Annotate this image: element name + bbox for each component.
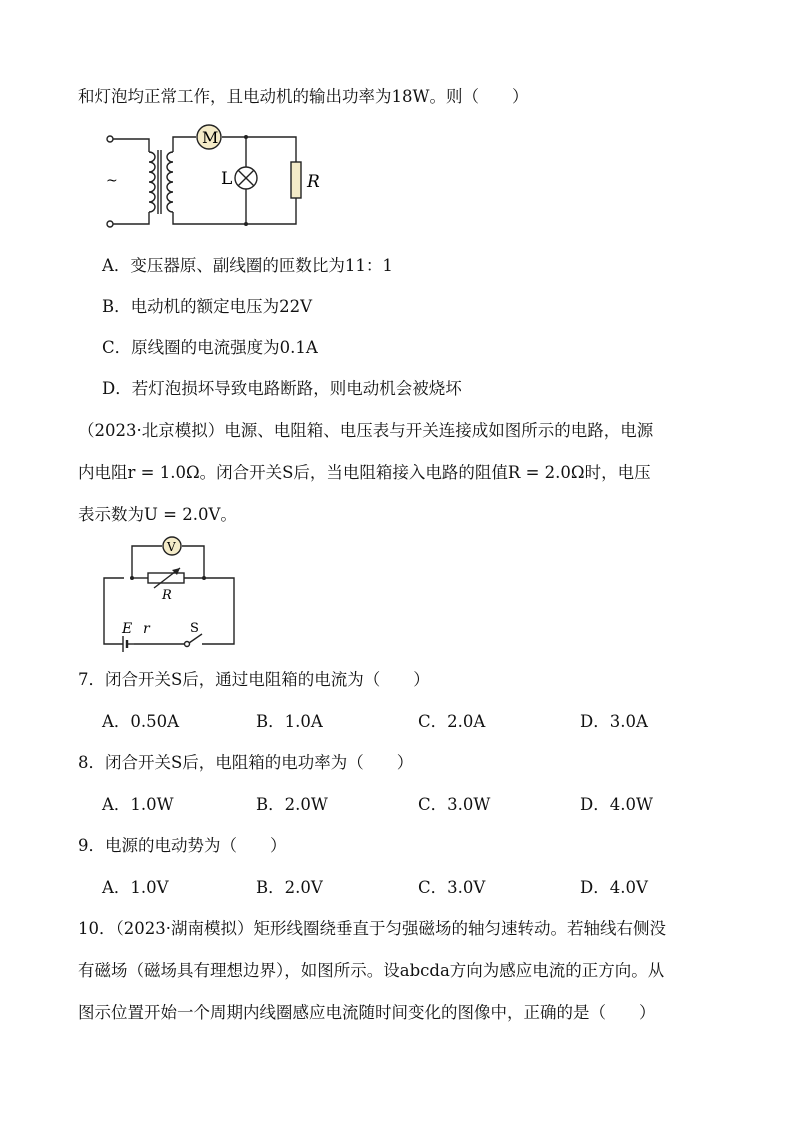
question-8-stem: 8．闭合开关S后，电阻箱的电功率为（ ）	[78, 753, 414, 772]
q8-option-c: C．3.0W	[418, 795, 491, 814]
switch-label: S	[190, 621, 199, 636]
junction-dot	[244, 222, 248, 226]
option-b: B．电动机的额定电压为22V	[102, 297, 313, 316]
question-10-line: 有磁场（磁场具有理想边界），如图所示。设abcda方向为感应电流的正方向。从	[78, 961, 665, 980]
question-text-line: 和灯泡均正常工作，且电动机的输出功率为18W。则（ ）	[78, 87, 529, 106]
secondary-wire-top	[173, 137, 196, 152]
q8-option-d: D．4.0W	[580, 795, 653, 814]
junction-dot	[244, 135, 248, 139]
q9-option-d: D．4.0V	[580, 878, 648, 897]
motor-label: M	[202, 128, 219, 147]
internal-resistance-label: r	[143, 621, 150, 637]
lamp-label: L	[221, 169, 233, 189]
q7-option-c: C．2.0A	[418, 712, 486, 731]
secondary-coil	[167, 152, 173, 212]
primary-lead-bottom	[113, 212, 149, 224]
question-10-line: 10．（2023·湖南模拟）矩形线圈绕垂直于匀强磁场的轴匀速转动。若轴线右侧没	[78, 919, 666, 938]
junction-dot	[130, 576, 134, 580]
passage-line: （2023·北京模拟）电源、电阻箱、电压表与开关连接成如图所示的电路，电源	[78, 421, 654, 440]
q7-option-d: D．3.0A	[580, 712, 648, 731]
q8-option-b: B．2.0W	[256, 795, 328, 814]
q8-option-a: A．1.0W	[102, 795, 174, 814]
resistance-box-circuit-diagram	[98, 533, 242, 653]
resistor-label: R	[162, 588, 172, 603]
resistor-icon	[291, 162, 301, 198]
question-9-stem: 9．电源的电动势为（ ）	[78, 836, 287, 855]
q9-option-c: C．3.0V	[418, 878, 486, 897]
option-c: C．原线圈的电流强度为0.1A	[102, 338, 318, 357]
input-terminal-bottom	[107, 221, 113, 227]
input-terminal-top	[107, 136, 113, 142]
outer-wire	[104, 578, 124, 644]
transformer-circuit-diagram	[96, 120, 336, 235]
q7-option-a: A．0.50A	[102, 712, 180, 731]
resistor-label: R	[307, 172, 320, 192]
voltmeter-label: V	[167, 540, 176, 554]
emf-label: E	[122, 621, 133, 637]
outer-wire	[202, 578, 234, 644]
question-7-stem: 7．闭合开关S后，通过电阻箱的电流为（ ）	[78, 670, 430, 689]
q9-option-b: B．2.0V	[256, 878, 323, 897]
primary-lead-top	[113, 139, 149, 152]
ac-symbol: ~	[106, 173, 118, 189]
top-wire	[222, 137, 296, 162]
q7-option-b: B．1.0A	[256, 712, 323, 731]
option-a: A．变压器原、副线圈的匝数比为11：1	[102, 256, 393, 275]
secondary-wire-bottom	[173, 198, 296, 224]
switch-contact	[185, 642, 190, 647]
passage-line: 表示数为U = 2.0V。	[78, 505, 237, 524]
question-10-line: 图示位置开始一个周期内线圈感应电流随时间变化的图像中，正确的是（ ）	[78, 1003, 656, 1022]
option-d: D．若灯泡损坏导致电路断路，则电动机会被烧坏	[102, 379, 462, 398]
junction-dot	[202, 576, 206, 580]
primary-coil	[149, 152, 155, 212]
voltmeter-wire	[182, 546, 204, 578]
q9-option-a: A．1.0V	[102, 878, 169, 897]
passage-line: 内电阻r = 1.0Ω。闭合开关S后，当电阻箱接入电路的阻值R = 2.0Ω时，电压	[78, 463, 651, 482]
